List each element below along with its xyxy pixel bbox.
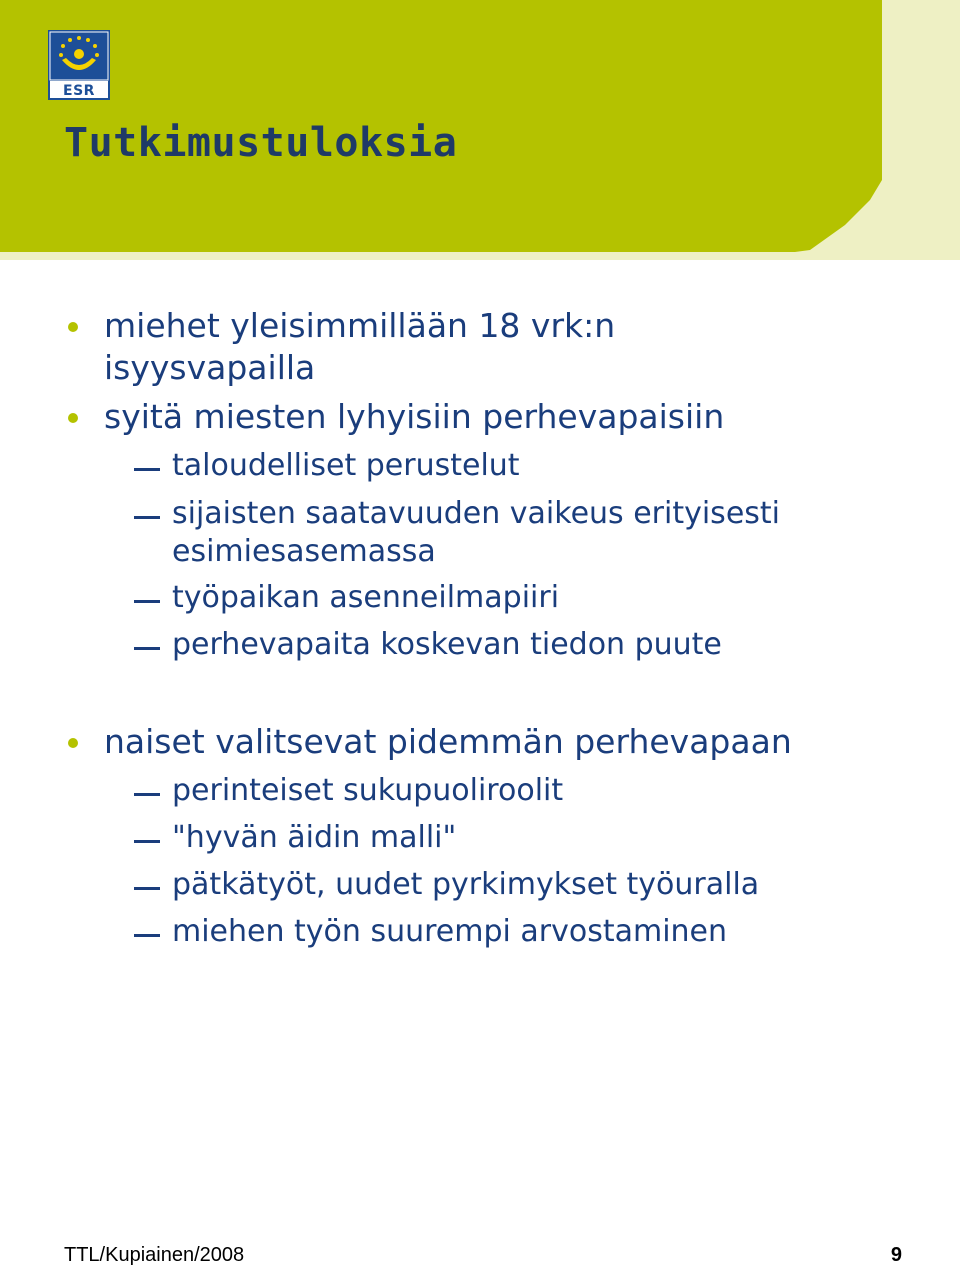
dash-icon <box>134 887 160 890</box>
dash-icon <box>134 793 160 796</box>
subitem-text: miehen työn suurempi arvostaminen <box>172 914 728 949</box>
dash-icon <box>134 600 160 603</box>
subitem-text: taloudelliset perustelut <box>172 448 520 483</box>
dash-icon <box>134 840 160 843</box>
bullet-text: syitä miesten lyhyisiin perhevapaisiin <box>104 397 725 436</box>
slide-title: Tutkimustuloksia <box>64 120 458 166</box>
bullet-dot-icon <box>68 413 78 423</box>
bullet-dot-icon <box>68 738 78 748</box>
subitem-text: sijaisten saatavuuden vaikeus erityisesti <box>172 496 780 531</box>
dash-icon <box>134 647 160 650</box>
dash-icon <box>134 934 160 937</box>
subitem-text: "hyvän äidin malli" <box>172 820 457 855</box>
page-number: 9 <box>890 1244 902 1266</box>
logo-label: ESR <box>63 83 95 99</box>
subitem-text: perinteiset sukupuoliroolit <box>172 773 564 808</box>
subitem-text-cont: esimiesasemassa <box>172 534 436 569</box>
dash-icon <box>134 468 160 471</box>
bullet-text-cont: isyysvapailla <box>104 348 316 387</box>
esr-logo <box>48 30 110 100</box>
subitem-text: työpaikan asenneilmapiiri <box>172 580 560 615</box>
dash-icon <box>134 516 160 519</box>
footer-source: TTL/Kupiainen/2008 <box>64 1244 245 1266</box>
bullet-text: naiset valitsevat pidemmän perhevapaan <box>104 722 792 761</box>
bullet-text: miehet yleisimmillään 18 vrk:n <box>104 306 616 345</box>
subitem-text: pätkätyöt, uudet pyrkimykset työuralla <box>172 867 760 902</box>
subitem-text: perhevapaita koskevan tiedon puute <box>172 627 722 662</box>
bullet-dot-icon <box>68 322 78 332</box>
